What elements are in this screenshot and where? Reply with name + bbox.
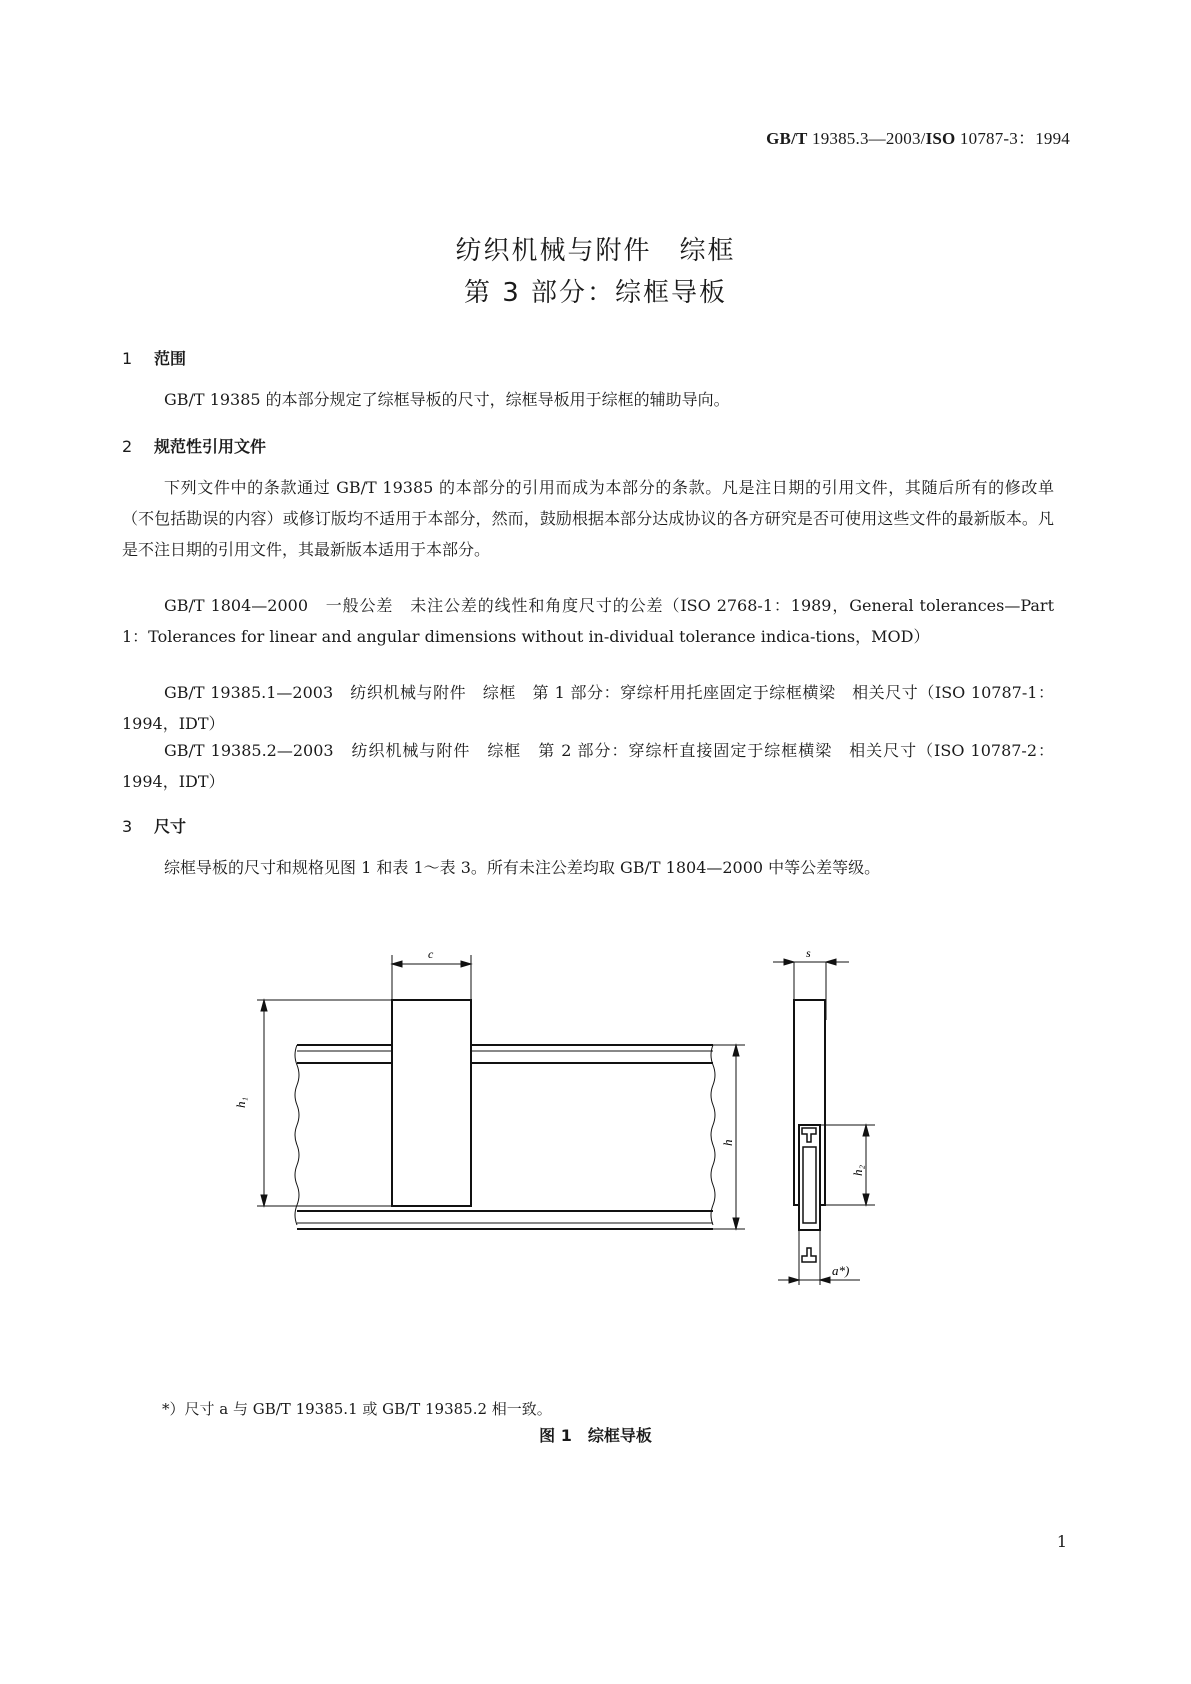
section-heading-dimensions: 3 尺寸: [122, 817, 187, 836]
header-gbt: GB/T: [766, 129, 808, 148]
reference-gbt-1804: GB/T 1804—2000 一般公差 未注公差的线性和角度尺寸的公差（ISO 2768-1：1989，General tolerances—Part 1：Tolerances for linear and angular dimensions without in-dividual tolerance indica-tions，MOD）: [122, 596, 1054, 646]
technical-drawing: [0, 940, 1191, 1300]
label-h2: h₂: [850, 1164, 865, 1176]
label-c: c: [428, 947, 434, 961]
document-title: 纺织机械与附件 综框: [455, 236, 736, 266]
document-header-code: [766, 124, 1070, 149]
reference-gbt-19385-2: GB/T 19385.2—2003 纺织机械与附件 综框 第 2 部分：穿综杆直接固定于综框横梁 相关尺寸（ISO 10787-2：1994，IDT）: [122, 741, 1054, 791]
figure-heddle-frame-guide: [0, 940, 1191, 1300]
label-a: a*): [832, 1263, 850, 1278]
label-h: h: [720, 1139, 735, 1146]
section-heading-normative-references: 2 规范性引用文件: [122, 437, 267, 456]
header-iso-number: 10787-3：1994: [955, 129, 1070, 148]
document-subtitle: 第 3 部分：综框导板: [463, 278, 728, 308]
label-h1: h₁: [233, 1096, 248, 1108]
label-s: s: [806, 946, 811, 960]
header-number: 19385.3—2003/: [807, 129, 926, 148]
reference-gbt-19385-1: GB/T 19385.1—2003 纺织机械与附件 综框 第 1 部分：穿综杆用托座固定于综框横梁 相关尺寸（ISO 10787-1：1994，IDT）: [122, 683, 1054, 733]
section-heading-scope: 1 范围: [122, 349, 187, 368]
section-scope-paragraph: GB/T 19385 的本部分规定了综框导板的尺寸，综框导板用于综框的辅助导向。: [164, 390, 730, 409]
references-intro-paragraph: 下列文件中的条款通过 GB/T 19385 的本部分的引用而成为本部分的条款。凡是注日期的引用文件，其随后所有的修改单（不包括勘误的内容）或修订版均不适用于本部分，然而，鼓励根据本部分达成协议的各方研究是否可使用这些文件的最新版本。凡是不注日期的引用文件，其最新版本适用于本部分。: [122, 478, 1054, 559]
page-number: 1: [1056, 1532, 1067, 1551]
header-iso: ISO: [925, 129, 956, 148]
dimensions-paragraph: 综框导板的尺寸和规格见图 1 和表 1～表 3。所有未注公差均取 GB/T 1804—2000 中等公差等级。: [164, 858, 881, 877]
figure-footnote: *）尺寸 a 与 GB/T 19385.1 或 GB/T 19385.2 相一致。: [162, 1400, 552, 1418]
figure-caption: 图 1 综框导板: [539, 1426, 652, 1445]
